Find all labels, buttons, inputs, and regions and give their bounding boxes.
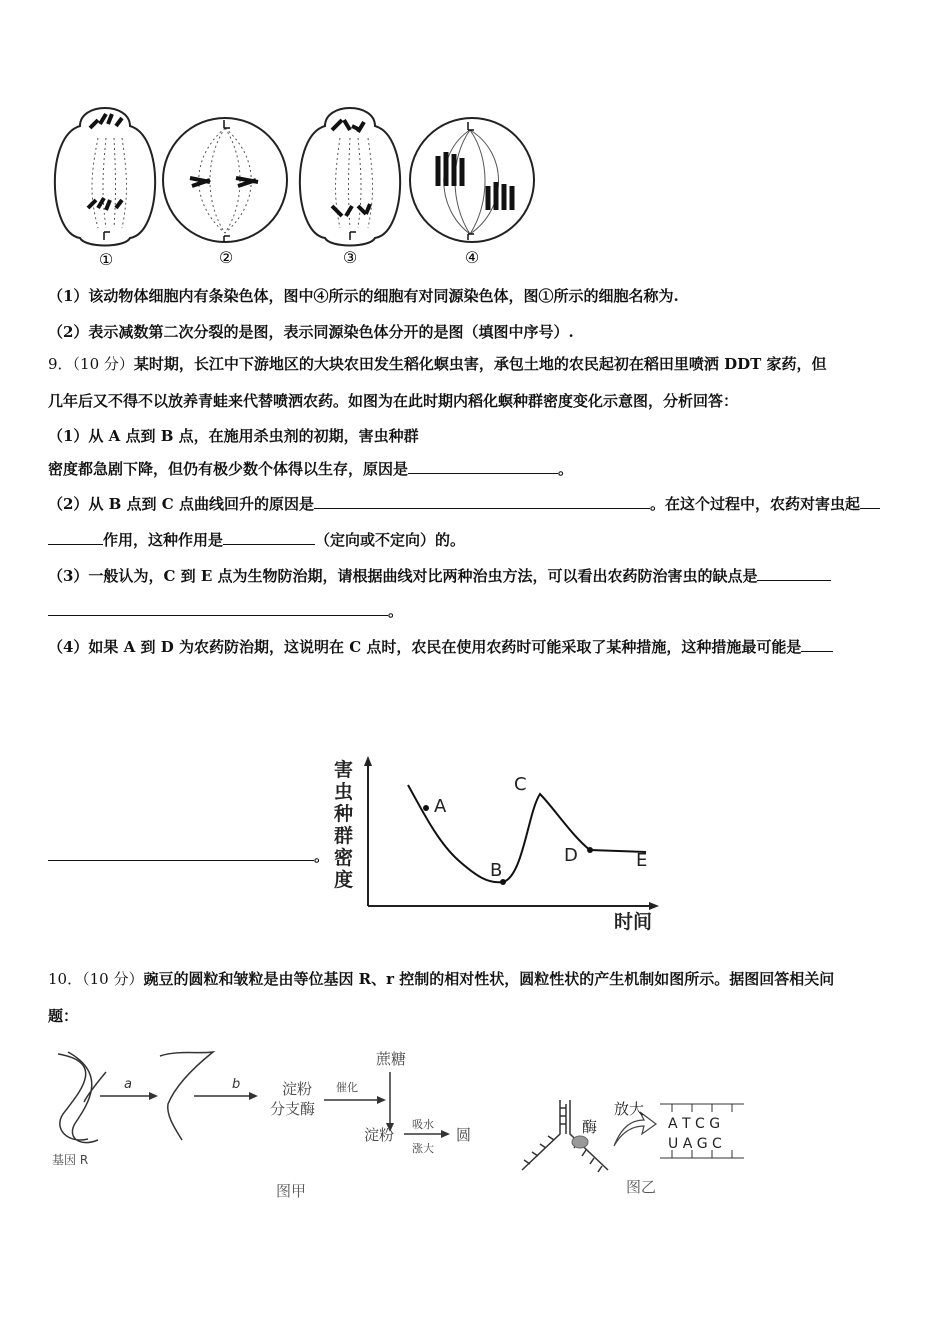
q9-score: （10 分） xyxy=(72,355,134,373)
graph-label-c: C xyxy=(514,774,527,795)
q9-part-1-b-text: 密度都急剧下降，但仍有极少数个体得以生存，原因是 xyxy=(48,460,409,478)
graph-label-e: E xyxy=(636,850,648,871)
q9-answer-blank-5b[interactable] xyxy=(48,601,388,616)
enzyme-yi-label: 酶 xyxy=(582,1118,598,1136)
cell-label-3: ③ xyxy=(342,248,358,267)
graph-y-arrow xyxy=(364,756,372,766)
q9-part-2-a-text: （2）从 B 点到 C 点曲线回升的原因是 xyxy=(48,495,314,513)
sucrose-label: 蔗糖 xyxy=(376,1050,407,1068)
cell-label-2: ② xyxy=(218,248,234,267)
q9-part-1-b xyxy=(48,459,573,479)
q9-intro-a: 某时期，长江中下游地区的大块农田发生稻化螟虫害，承包土地的农民起初在稻田里喷洒 DDT 家药，但 xyxy=(133,355,827,373)
cell-4-diagram xyxy=(410,118,534,242)
q9-part-2-b-text: 在这个过程中，农药对害虫起 xyxy=(664,495,860,513)
absorb-label: 吸水 xyxy=(412,1118,434,1131)
graph-label-a: A xyxy=(434,796,447,817)
q9-period-2: 。 xyxy=(649,495,665,513)
q9-part-4-cont xyxy=(48,846,329,866)
q9-part-2-c xyxy=(48,530,465,550)
q9-number: 9． xyxy=(48,355,73,373)
figure-yi xyxy=(518,1092,758,1204)
q9-part-2-a xyxy=(48,494,880,514)
top-sequence: A T C G xyxy=(668,1116,721,1132)
cell-division-figure xyxy=(40,98,540,270)
dna-replication-fork xyxy=(522,1100,608,1172)
svg-text:种: 种 xyxy=(334,803,354,825)
q9-part-3-text: （3）一般认为，C 到 E 点为生物防治期，请根据曲线对比两种治虫方法，可以看出农药防治害虫的缺点是 xyxy=(48,567,758,585)
svg-text:度: 度 xyxy=(334,869,354,891)
q10-score: （10 分） xyxy=(82,970,144,988)
q9-part-2-c-text: 作用，这种作用是 xyxy=(103,531,224,549)
graph-point-d xyxy=(587,847,593,853)
q10-number: 10． xyxy=(48,970,83,988)
q9-answer-blank-3b[interactable] xyxy=(48,530,103,545)
cell-label-4: ④ xyxy=(464,248,480,267)
round-label: 圆 xyxy=(456,1126,472,1144)
catalyze-label: 催化 xyxy=(336,1081,358,1094)
q9-part-3 xyxy=(48,566,831,586)
q10-intro-a: 豌豆的圆粒和皱粒是由等位基因 R、r 控制的相对性状，圆粒性状的产生机制如图所示。据图回答相关问 xyxy=(143,970,835,988)
swell-label: 涨大 xyxy=(412,1142,434,1155)
q10-intro-line-2: 题： xyxy=(48,1007,79,1025)
enzyme-label-2: 分支酶 xyxy=(270,1100,316,1118)
q9-answer-blank-6b[interactable] xyxy=(48,846,314,861)
svg-text:密: 密 xyxy=(334,847,354,869)
q8-part-2: （2）表示减数第二次分裂的是图，表示同源染色体分开的是图（填图中序号）. xyxy=(48,323,574,341)
q9-intro-line-1 xyxy=(48,354,827,374)
q8-part-1: （1）该动物体细胞内有条染色体，图中④所示的细胞有对同源染色体，图①所示的细胞名称为. xyxy=(48,287,679,305)
pest-density-graph xyxy=(328,752,673,932)
q9-intro-line-2: 几年后又不得不以放养青蛙来代替喷洒农药。如图为在此时期内稻化螟种群密度变化示意图，分析回答： xyxy=(48,392,739,410)
zoom-label: 放大 xyxy=(614,1100,645,1118)
svg-text:虫: 虫 xyxy=(334,781,354,803)
q9-period-3: 。 xyxy=(388,602,404,620)
cell-2-diagram xyxy=(163,118,287,242)
cell-label-1: ① xyxy=(98,250,114,269)
q9-part-4 xyxy=(48,637,833,657)
q9-answer-blank-3a[interactable] xyxy=(860,494,880,509)
bottom-sequence: U A G C xyxy=(668,1136,722,1152)
arrow-b-label: b xyxy=(232,1077,241,1092)
svg-text:害: 害 xyxy=(334,759,354,781)
gene-r-dna-strand xyxy=(58,1052,106,1143)
q9-period-4: 。 xyxy=(314,847,330,865)
graph-xlabel: 时间 xyxy=(614,911,653,932)
cell-1-diagram xyxy=(55,108,155,246)
graph-label-b: B xyxy=(490,860,503,881)
q9-answer-blank-6a[interactable] xyxy=(801,637,833,652)
enzyme-label-1: 淀粉 xyxy=(282,1080,313,1098)
graph-ylabel xyxy=(333,758,353,891)
graph-label-d: D xyxy=(564,845,578,866)
q9-part-1-a: （1）从 A 点到 B 点，在施用杀虫剂的初期，害虫种群 xyxy=(48,427,419,445)
cell-3-diagram xyxy=(300,108,400,246)
graph-point-a xyxy=(423,805,429,811)
q10-intro-line-1 xyxy=(48,969,834,989)
q9-period-1: 。 xyxy=(558,460,574,478)
q9-part-3-cont xyxy=(48,601,403,621)
figure-jia xyxy=(48,1044,488,1204)
q9-part-2-d-text: （定向或不定向）的。 xyxy=(315,531,466,549)
graph-x-arrow xyxy=(649,902,659,910)
svg-text:群: 群 xyxy=(334,825,354,847)
q9-answer-blank-5a[interactable] xyxy=(757,566,831,581)
figure-yi-caption: 图乙 xyxy=(626,1178,657,1196)
gene-r-label: 基因 R xyxy=(52,1153,89,1167)
q9-answer-blank-2[interactable] xyxy=(314,494,650,509)
figure-jia-caption: 图甲 xyxy=(276,1182,307,1200)
q9-part-4-text: （4）如果 A 到 D 为农药防治期，这说明在 C 点时，农民在使用农药时可能采取了某种措施，这种措施最可能是 xyxy=(48,638,802,656)
q9-answer-blank-1[interactable] xyxy=(408,459,558,474)
q9-answer-blank-4[interactable] xyxy=(223,530,315,545)
arrow-a-label: a xyxy=(124,1077,132,1092)
enzyme-icon xyxy=(572,1136,588,1148)
starch-label: 淀粉 xyxy=(364,1126,395,1144)
